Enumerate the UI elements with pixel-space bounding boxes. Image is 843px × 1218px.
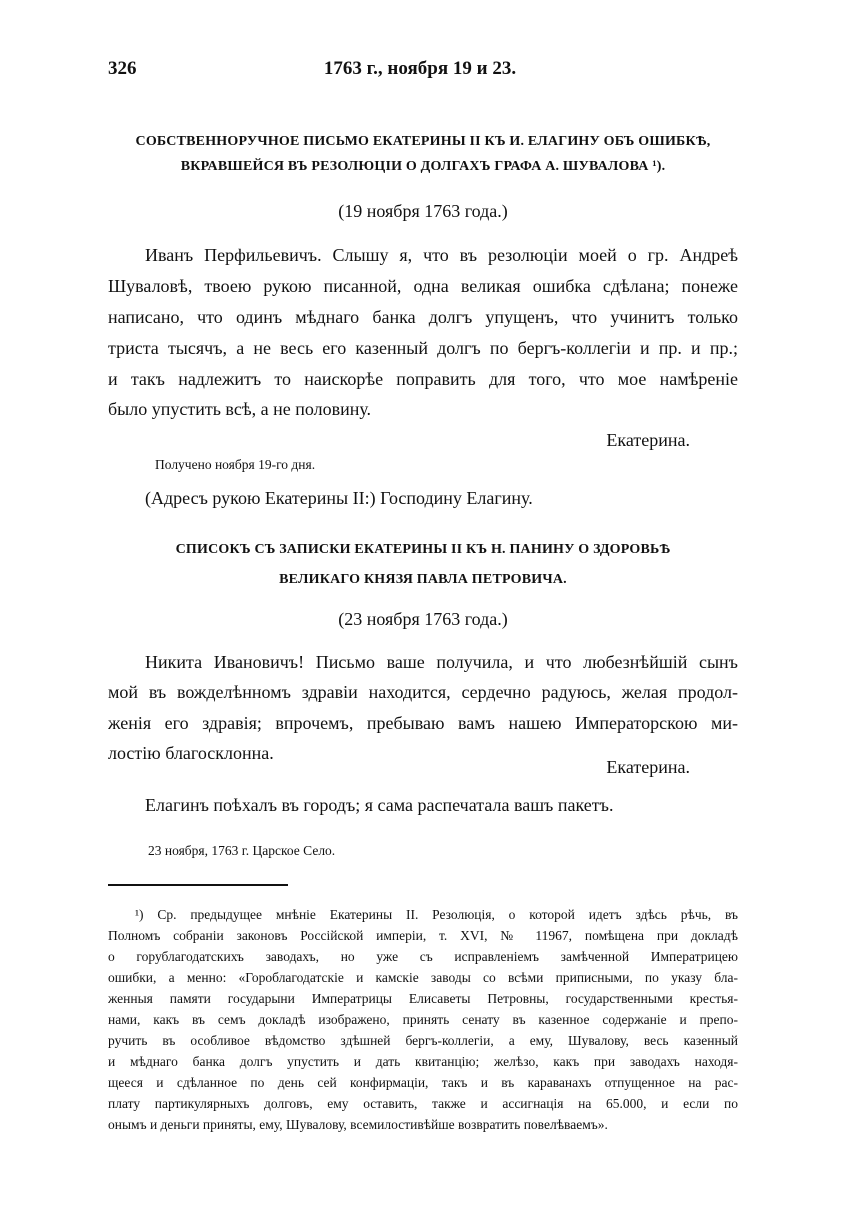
doc2-body-line: лостію благосклонна. bbox=[108, 743, 274, 763]
doc2-body-line: женія его здравія; впрочемъ, пребываю вамъ нашею Императорскою ми- bbox=[108, 713, 738, 733]
doc1-received-note: Получено ноября 19-го дня. bbox=[155, 457, 316, 472]
doc2-signature: Екатерина. bbox=[606, 757, 690, 777]
footnote-line: ручить въ особливое вѣдомство здѣшней бергъ-коллегіи, а ему, Шувалову, весь казенный bbox=[108, 1033, 738, 1048]
footnote-line: онымъ и деньги приняты, ему, Шувалову, всемилостивѣйше возвратить повелѣваемъ». bbox=[108, 1117, 608, 1132]
doc1-body-line: триста тысячъ, а не весь его казенный долгъ по бергъ-коллегіи и пр. и пр.; bbox=[108, 338, 738, 358]
doc2-place-date: 23 ноября, 1763 г. Царское Село. bbox=[148, 843, 336, 858]
doc1-body-line: Шуваловѣ, твоею рукою писанной, одна великая ошибка сдѣлана; понеже bbox=[108, 276, 738, 296]
footnote-line: о горублагодатскихъ заводахъ, но уже съ исправленіемъ замѣченной Императрицею bbox=[108, 949, 738, 964]
doc1-body-line: Иванъ Перфильевичъ. Слышу я, что въ резолюціи моей о гр. Андреѣ bbox=[145, 245, 738, 265]
footnote-line: плату партикулярныхъ долговъ, ему оставить, также и ассигнація на 65.000, и если по bbox=[108, 1096, 738, 1111]
doc1-body-line: написано, что одинъ мѣднаго банка долгъ упущенъ, что учинитъ только bbox=[108, 307, 738, 327]
footnote-line: щееся и сдѣланное по день сей конфирмаціи, такъ и въ караванахъ отпущенное на рас- bbox=[108, 1075, 738, 1090]
footnote-line: ¹) Ср. предыдущее мнѣніе Екатерины II. Резолюція, о которой идетъ здѣсь рѣчь, въ bbox=[135, 907, 738, 922]
footnote-line: нами, какъ въ семъ докладѣ изображено, принять сенату въ казенное содержаніе и препо- bbox=[108, 1012, 738, 1027]
doc1-title-line: СОБСТВЕННОРУЧНОЕ ПИСЬМО ЕКАТЕРИНЫ II КЪ И. ЕЛАГИНУ ОБЪ ОШИБКѢ, bbox=[135, 134, 711, 149]
doc2-title-line: ВЕЛИКАГО КНЯЗЯ ПАВЛА ПЕТРОВИЧА. bbox=[279, 572, 567, 587]
footnote-line: Полномъ собраніи законовъ Россійской имперіи, т. XVI, № 11967, помѣщена при докладѣ bbox=[108, 928, 738, 943]
footnote-divider bbox=[108, 884, 288, 886]
footnote-line: и мѣднаго банка долгъ упустить и дать квитанцію; желѣзо, какъ при заводахъ находя- bbox=[108, 1054, 738, 1069]
doc1-body-line: было упустить всѣ, а не половину. bbox=[108, 399, 372, 419]
doc2-postscript: Елагинъ поѣхалъ въ городъ; я сама распечатала вашъ пакетъ. bbox=[145, 795, 614, 815]
doc1-title-line: ВКРАВШЕЙСЯ ВЪ РЕЗОЛЮЦІИ О ДОЛГАХЪ ГРАФА А. ШУВАЛОВА ¹). bbox=[180, 159, 666, 174]
footnote-line: ошибки, а менно: «Гороблагодатскіе и камскіе заводы со всѣми приписными, по указу бла- bbox=[108, 970, 738, 985]
footnote-line: женныя памяти государыни Императрицы Елисаветы Петровны, государственными крестья- bbox=[108, 991, 738, 1006]
doc1-body-line: и такъ надлежитъ то наискорѣе поправить для того, что мое намѣреніе bbox=[108, 369, 738, 389]
doc2-body-line: Никита Ивановичъ! Письмо ваше получила, и что любезнѣйшій сынъ bbox=[145, 652, 738, 672]
doc1-address: (Адресъ рукою Екатерины II:) Господину Елагину. bbox=[145, 488, 533, 508]
doc2-date: (23 ноября 1763 года.) bbox=[338, 609, 508, 629]
running-title: 1763 г., ноября 19 и 23. bbox=[323, 58, 517, 79]
doc2-body-line: мой въ вожделѣнномъ здравіи находится, сердечно радуюсь, желая продол- bbox=[108, 682, 738, 702]
page-number: 326 bbox=[108, 58, 137, 79]
doc2-title-line: СПИСОКЪ СЪ ЗАПИСКИ ЕКАТЕРИНЫ II КЪ Н. ПАНИНУ О ЗДОРОВЬѢ bbox=[175, 542, 671, 557]
doc1-signature: Екатерина. bbox=[606, 430, 690, 450]
doc1-date: (19 ноября 1763 года.) bbox=[338, 201, 508, 221]
